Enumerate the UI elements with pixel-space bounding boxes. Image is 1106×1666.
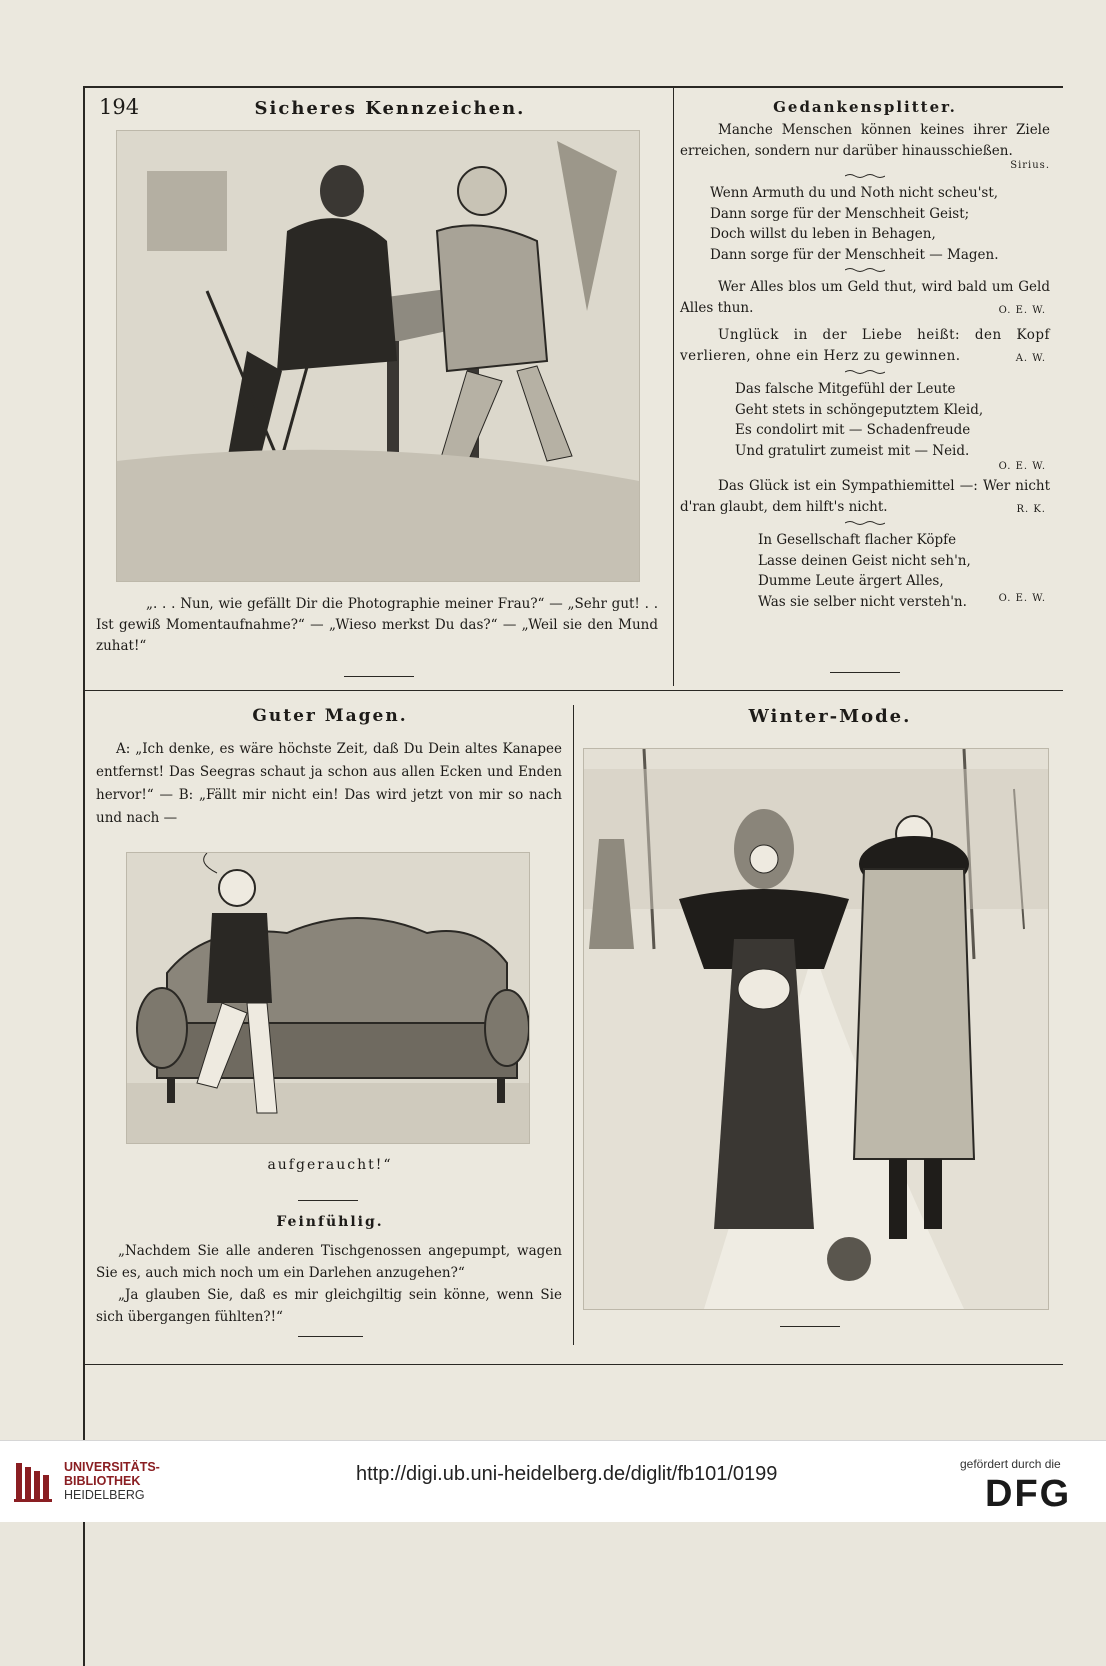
permalink-url[interactable]: http://digi.ub.uni-heidelberg.de/diglit/fb101/0199 xyxy=(356,1463,778,1485)
short-rule-right-bottom xyxy=(780,1326,840,1327)
poem-gesellschaft-line-4: Was sie selber nicht versteh'n. xyxy=(758,593,967,610)
poem-mitgefuehl-line-1: Das falsche Mitgefühl der Leute xyxy=(735,381,956,397)
squiggle-divider xyxy=(845,520,885,526)
aphorism-7-signature: O. E. W. xyxy=(998,592,1046,604)
library-name-line-2: BIBLIOTHEK xyxy=(64,1474,141,1488)
poem-armuth-line-2: Dann sorge für der Menschheit Geist; xyxy=(710,205,970,222)
aphorism-5-signature: O. E. W. xyxy=(998,461,1046,472)
article-title-feinfuehlig: Feinfühlig. xyxy=(276,1214,384,1230)
viewer-footer xyxy=(0,1440,1106,1522)
text-feinfuehlig-1: „Nachdem Sie alle anderen Tischgenossen angepumpt, wagen Sie es, auch mich noch um ein Darlehen anzugehen?“ xyxy=(96,1243,562,1281)
aphorism-3: Wer Alles blos um Geld thut, wird bald um Geld Alles thun. xyxy=(680,279,1050,316)
column-divider-bottom xyxy=(573,705,574,1345)
short-rule-right-top xyxy=(830,672,900,673)
aphorism-column xyxy=(680,120,1050,612)
frame-bottom-rule xyxy=(83,1364,1063,1365)
short-rule-left-mid xyxy=(298,1200,358,1201)
poem-armuth-line-4: Dann sorge für der Menschheit — Magen. xyxy=(710,246,999,263)
squiggle-divider xyxy=(845,369,885,375)
column-divider-top xyxy=(673,88,674,686)
dfg-logo[interactable]: DFG xyxy=(985,1473,1072,1515)
aphorism-1: Manche Menschen können keines ihrer Ziele erreichen, sondern nur darüber hinausschießen. xyxy=(680,122,1050,159)
aphorism-4: Unglück in der Liebe heißt: den Kopf verlieren, ohne ein Herz zu gewinnen. xyxy=(680,327,1050,364)
library-name-line-1: UNIVERSITÄTS- xyxy=(64,1460,160,1474)
caption-sicheres-kennzeichen: „. . . Nun, wie gefällt Dir die Photographie meiner Frau?“ — „Sehr gut! . . Ist gewiß Momentaufnahme?“ — „Wieso merkst Du das?“ — „Weil sie den Mund zuhat!“ xyxy=(96,596,658,654)
text-guter-magen: A: „Ich denke, es wäre höchste Zeit, daß Du Dein altes Kanapee entfernst! Das Seegras schaut ja schon aus allen Ecken und Enden hervor!“ — B: „Fällt mir nicht ein! Das wird jetzt von mir so nach und nach — xyxy=(96,741,562,826)
article-title-guter-magen: Guter Magen. xyxy=(252,706,408,726)
poem-armuth xyxy=(680,183,1050,265)
poem-armuth-line-3: Doch willst du leben in Behagen, xyxy=(710,226,936,242)
illustration-cafe-scene xyxy=(116,130,640,582)
aphorism-4-signature: A. W. xyxy=(1015,353,1046,364)
library-name-line-3: HEIDELBERG xyxy=(64,1488,145,1502)
library-logo-icon xyxy=(14,1459,54,1503)
illustration-sofa xyxy=(126,852,530,1144)
aphorism-1-signature: Sirius. xyxy=(1010,160,1050,171)
library-name[interactable] xyxy=(64,1460,160,1502)
aphorism-6: Das Glück ist ein Sympathiemittel —: Wer nicht d'ran glaubt, dem hilft's nicht. xyxy=(680,478,1050,515)
short-rule-left-bottom xyxy=(298,1336,363,1337)
illustration-winter-mode xyxy=(583,748,1049,1310)
poem-armuth-line-1: Wenn Armuth du und Noth nicht scheu'st, xyxy=(710,185,999,201)
poem-mitgefuehl xyxy=(680,379,1050,461)
section-divider xyxy=(85,690,1063,691)
aphorism-3-signature: O. E. W. xyxy=(998,305,1046,316)
squiggle-divider xyxy=(845,173,885,179)
poem-mitgefuehl-line-2: Geht stets in schöngeputztem Kleid, xyxy=(735,401,984,418)
article-title-winter-mode: Winter-Mode. xyxy=(748,706,912,727)
article-title-sicheres-kennzeichen: Sicheres Kennzeichen. xyxy=(254,98,526,119)
caption-aufgeraucht: aufgeraucht!“ xyxy=(267,1157,393,1173)
text-feinfuehlig-2: „Ja glauben Sie, daß es mir gleichgiltig sein könne, wenn Sie sich übergangen fühlten?!“ xyxy=(96,1287,562,1325)
poem-mitgefuehl-line-4: Und gratulirt zumeist mit — Neid. xyxy=(735,442,970,459)
short-rule-left-top xyxy=(344,676,414,677)
poem-gesellschaft xyxy=(680,530,1050,612)
page-number: 194 xyxy=(99,95,140,119)
squiggle-divider xyxy=(845,267,885,273)
frame-left-rule xyxy=(83,86,85,1666)
poem-gesellschaft-line-1: In Gesellschaft flacher Köpfe xyxy=(758,532,957,548)
article-title-gedankensplitter: Gedankensplitter. xyxy=(773,98,957,116)
funding-label: gefördert durch die xyxy=(960,1457,1061,1471)
aphorism-6-signature: R. K. xyxy=(1016,504,1046,515)
poem-gesellschaft-line-3: Dumme Leute ärgert Alles, xyxy=(758,573,944,589)
frame-top-rule xyxy=(83,86,1063,88)
poem-mitgefuehl-line-3: Es condolirt mit — Schadenfreude xyxy=(735,422,971,438)
poem-gesellschaft-line-2: Lasse deinen Geist nicht seh'n, xyxy=(758,552,971,569)
